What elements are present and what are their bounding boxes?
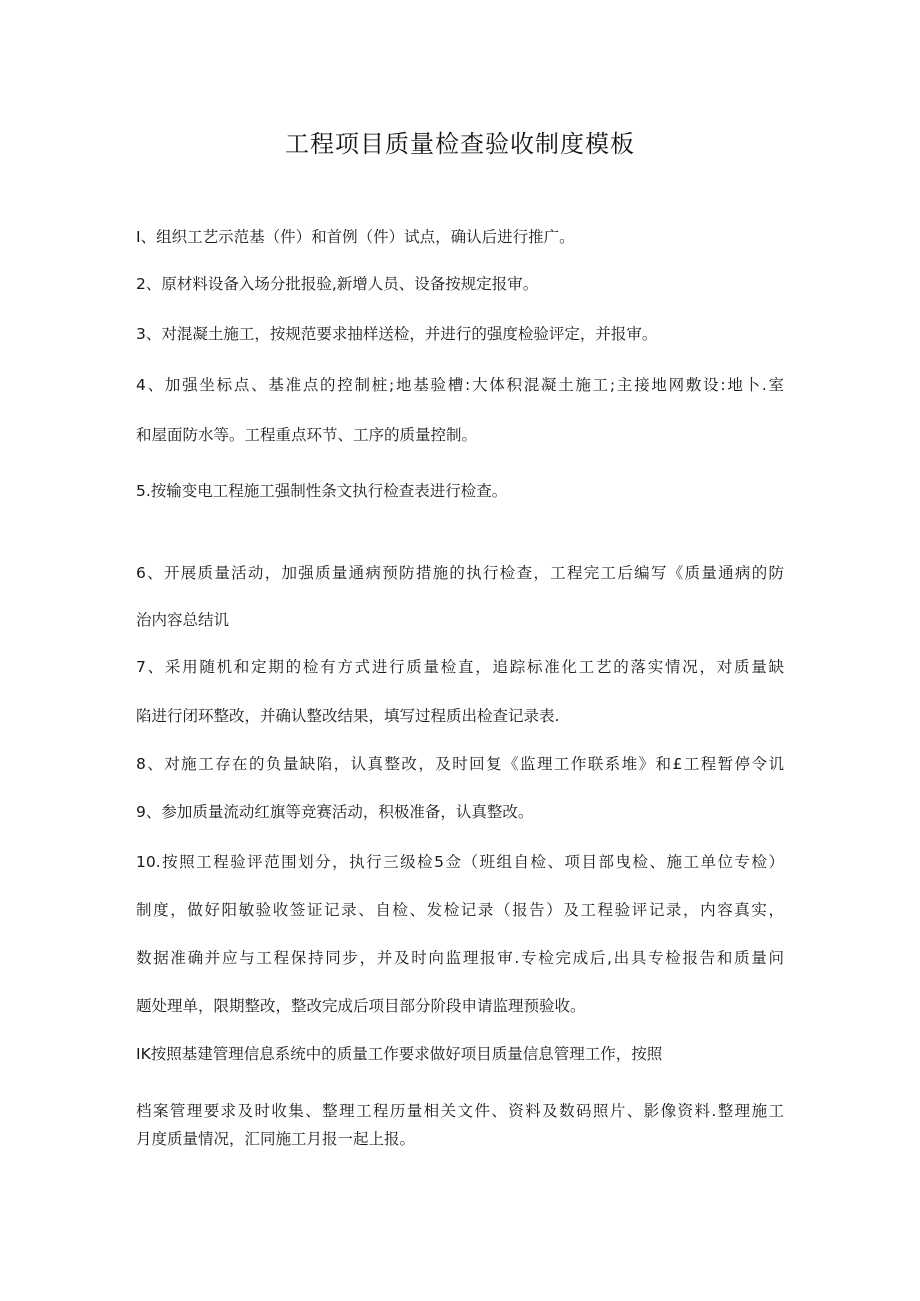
paragraph-line-6: 6、开展质量活动，加强质量通病预防措施的执行检查，工程完工后编写《质量通病的防 (136, 564, 784, 582)
paragraph-line-1: I、组织工艺示范基（件）和首例（件）试点，确认后进行推广。 (136, 228, 575, 246)
paragraph-line-10: 10.按照工程验评范围划分，执行三级检5佥（班组自检、项目部曳检、施工单位专检） (136, 853, 784, 871)
paragraph-line-8: 8、对施工存在的负量缺陷，认真整改，及时回复《监理工作联系堆》和£工程暂停令讥 (136, 755, 784, 773)
paragraph-line-3: 3、对混凝土施工，按规范要求抽样送检，并进行的强度检验评定，并报审。 (136, 325, 658, 343)
paragraph-line-4: 4、加强坐标点、基准点的控制桩;地基验槽:大体积混凝土施工;主接地网敷设:地卜.室 (136, 376, 784, 394)
paragraph-line-6-cont: 治内容总结讥 (136, 611, 230, 629)
paragraph-line-9: 9、参加质量流动红旗等竞赛活动，积极准备，认真整改。 (136, 803, 534, 821)
paragraph-line-7: 7、采用随机和定期的检有方式进行质量检直，追踪标准化工艺的落实情况，对质量缺 (136, 658, 784, 676)
paragraph-line-2: 2、原材料设备入场分批报验,新增人员、设备按规定报审。 (136, 275, 539, 293)
paragraph-line-10-cont-1: 制度，做好阳敏验收签证记录、自检、发检记录（报告）及工程验评记录，内容真实， (136, 901, 784, 919)
document-title: 工程项目质量检查验收制度模板 (285, 130, 635, 158)
paragraph-line-7-cont: 陷进行闭环整改，并确认整改结果，填写过程质出检查记录表. (136, 707, 560, 725)
paragraph-line-11-cont-2: 月度质量情况，汇同施工月报一起上报。 (136, 1130, 416, 1148)
paragraph-line-10-cont-2: 数据准确并应与工程保持同步，并及时向监理报审.专检完成后,出具专检报告和质量问 (136, 949, 784, 967)
paragraph-line-10-cont-3: 题处理单，限期整改，整改完成后项目部分阶段申请监理预验收。 (136, 997, 586, 1015)
paragraph-line-5: 5.按输变电工程施工强制性条文执行检查表进行检查。 (136, 482, 508, 500)
paragraph-line-11: IK按照基建管理信息系统中的质量工作要求做好项目质量信息管理工作，按照 (136, 1045, 663, 1063)
paragraph-line-11-cont-1: 档案管理要求及时收集、整理工程历量相关文件、资料及数码照片、影像资料.整理施工 (136, 1102, 784, 1120)
paragraph-line-4-cont: 和屋面防水等。工程重点环节、工序的质量控制。 (136, 426, 478, 444)
